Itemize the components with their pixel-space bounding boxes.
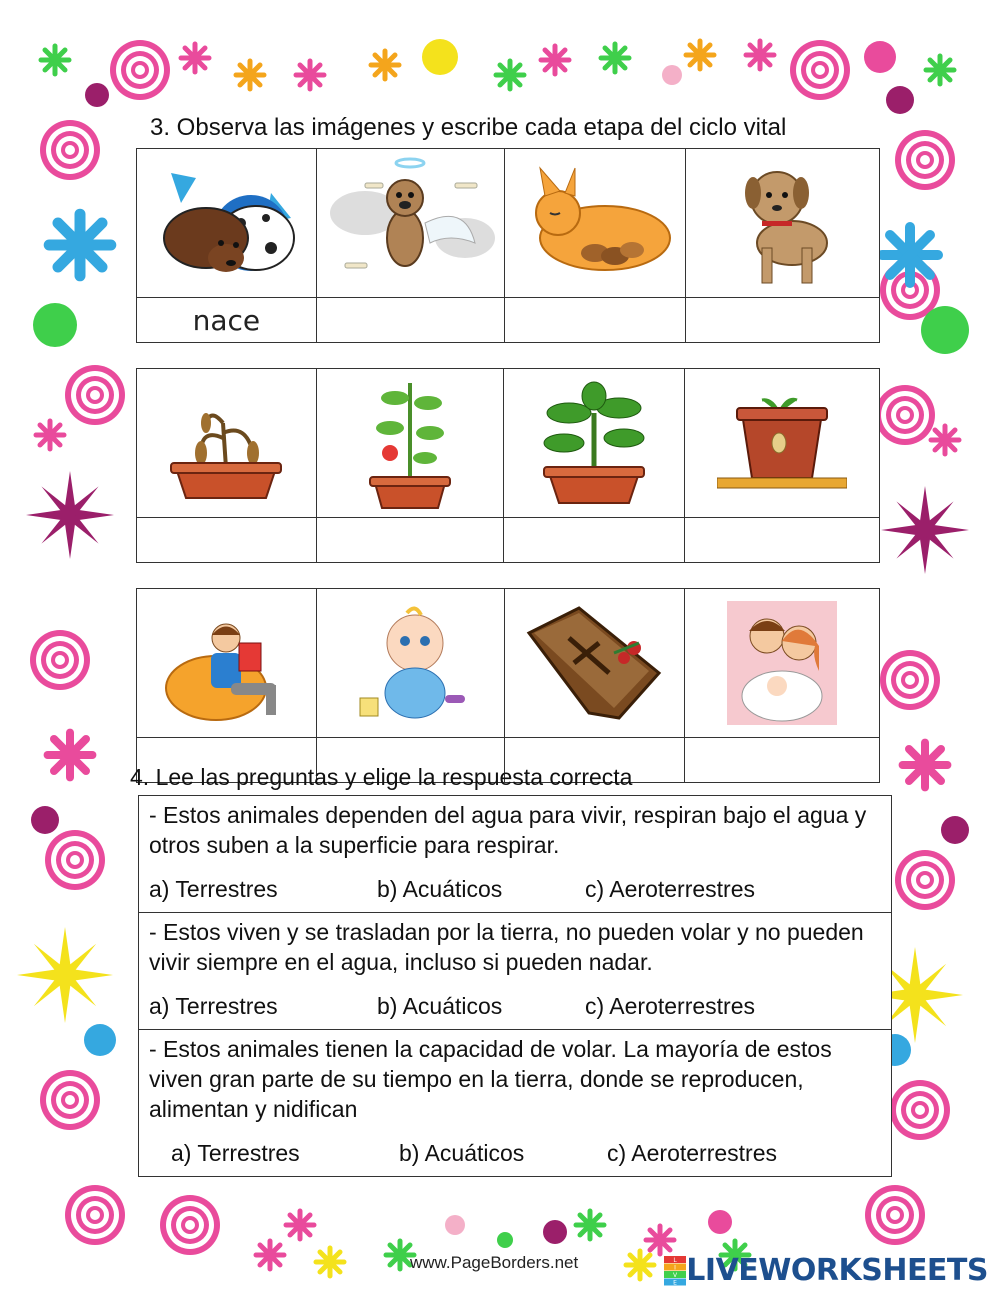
answer-cell	[685, 738, 880, 783]
coffin-illustration	[519, 603, 669, 723]
option-a[interactable]: a) Terrestres	[149, 876, 278, 902]
answer-cell	[504, 298, 685, 343]
image-cell	[504, 369, 685, 518]
option-c[interactable]: c) Aeroterrestres	[585, 993, 755, 1019]
option-a[interactable]: a) Terrestres	[149, 993, 278, 1019]
wilted-plant-illustration	[161, 383, 291, 503]
badge-letter: L	[673, 1256, 677, 1264]
option-b[interactable]: b) Acuáticos	[377, 876, 503, 902]
answer-input[interactable]	[142, 300, 310, 340]
questions-box	[138, 795, 892, 1177]
seed-in-pot-illustration	[717, 388, 847, 498]
answer-cell	[685, 298, 880, 343]
liveworksheets-wordmark: LIVEWORKSHEETS	[686, 1253, 988, 1288]
question-text: - Estos viven y se trasladan por la tierra, no pueden volar y no pueden vivir siempre en el agua, incluso si pueden nadar.	[149, 919, 864, 975]
answer-cell	[504, 518, 685, 563]
answer-cell	[137, 518, 317, 563]
answer-input[interactable]	[142, 520, 310, 560]
standing-puppy-illustration	[717, 153, 847, 293]
answer-input[interactable]	[322, 300, 498, 340]
option-a[interactable]: a) Terrestres	[171, 1140, 300, 1166]
angel-dog-illustration	[325, 153, 495, 293]
dalmatian-puppies-illustration	[151, 163, 301, 283]
image-cell	[137, 149, 317, 298]
growing-plant-illustration	[534, 378, 654, 508]
answer-cell	[137, 298, 317, 343]
liveworksheets-badge-icon	[664, 1256, 686, 1286]
mother-dog-nursing-illustration	[510, 158, 680, 288]
badge-letter: I	[674, 1264, 677, 1271]
option-c[interactable]: c) Aeroterrestres	[607, 1140, 777, 1166]
answer-input[interactable]	[510, 520, 679, 560]
answer-cell	[316, 298, 504, 343]
image-cell	[137, 369, 317, 518]
liveworksheets-logo	[664, 1253, 988, 1288]
parents-with-baby-illustration	[727, 601, 837, 725]
options-row	[149, 991, 881, 1021]
image-cell	[685, 589, 880, 738]
question-text: - Estos animales tienen la capacidad de volar. La mayoría de estos viven gran parte de su tiempo en la tierra, donde se reproducen, alimentan y nidifican	[149, 1036, 832, 1122]
image-cell	[137, 589, 317, 738]
exercise3-title: 3. Observa las imágenes y escribe cada etapa del ciclo vital	[150, 114, 787, 141]
answer-input[interactable]	[691, 520, 873, 560]
answer-input[interactable]	[322, 520, 498, 560]
boy-reading-illustration	[161, 603, 291, 723]
image-cell	[685, 149, 880, 298]
question-block	[139, 913, 891, 1030]
option-c[interactable]: c) Aeroterrestres	[585, 876, 755, 902]
lifecycle-table-dogs	[136, 148, 880, 343]
answer-cell	[685, 518, 880, 563]
answer-input[interactable]	[691, 740, 873, 780]
question-block	[139, 796, 891, 913]
answer-cell	[316, 518, 504, 563]
fruiting-tomato-plant-illustration	[360, 373, 460, 513]
image-cell	[316, 369, 504, 518]
lifecycle-table-humans	[136, 588, 880, 783]
baby-illustration	[345, 603, 475, 723]
options-row	[149, 874, 881, 904]
image-cell	[316, 149, 504, 298]
option-b[interactable]: b) Acuáticos	[377, 993, 503, 1019]
option-b[interactable]: b) Acuáticos	[399, 1140, 525, 1166]
options-row	[149, 1138, 881, 1168]
badge-letter: E	[673, 1279, 678, 1286]
answer-input[interactable]	[691, 300, 873, 340]
question-text: - Estos animales dependen del agua para vivir, respiran bajo el agua y otros suben a la superficie para respirar.	[149, 802, 867, 858]
answer-input[interactable]	[510, 300, 680, 340]
lifecycle-table-plants	[136, 368, 880, 563]
pageborders-credit: www.PageBorders.net	[410, 1253, 579, 1272]
image-cell	[504, 589, 685, 738]
question-block	[139, 1030, 891, 1176]
exercise4-title: 4. Lee las preguntas y elige la respuesta correcta	[130, 764, 633, 790]
image-cell	[316, 589, 504, 738]
badge-letter: V	[673, 1271, 678, 1279]
image-cell	[504, 149, 685, 298]
image-cell	[685, 369, 880, 518]
